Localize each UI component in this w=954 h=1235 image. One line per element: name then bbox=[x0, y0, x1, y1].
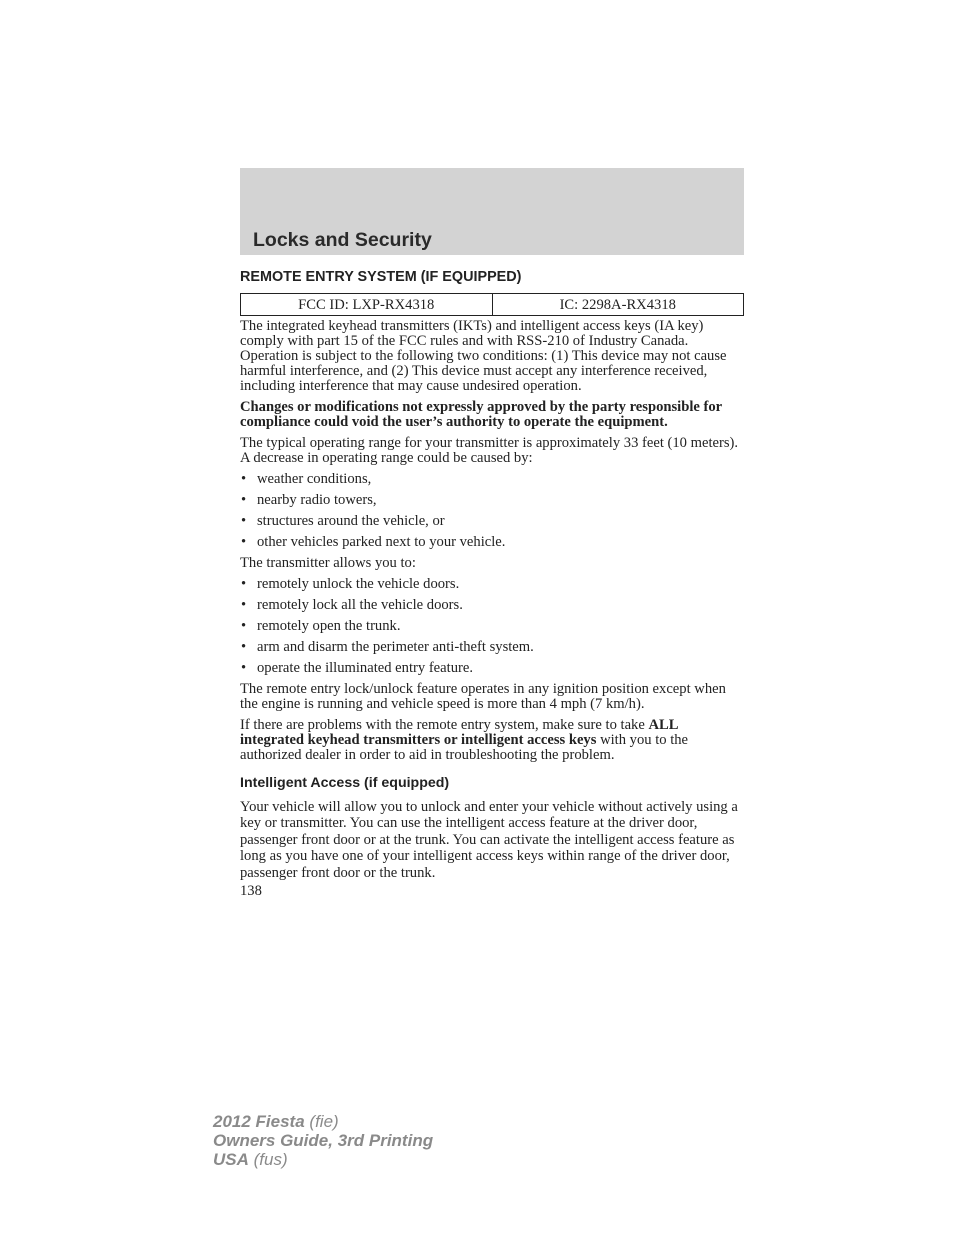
list-item: • remotely lock all the vehicle doors. bbox=[240, 598, 744, 613]
range-factors-list bbox=[240, 472, 744, 550]
section-header-band bbox=[240, 168, 744, 255]
list-item: • arm and disarm the perimeter anti-theft system. bbox=[240, 640, 744, 655]
troubleshooting-paragraph bbox=[240, 718, 744, 763]
section-heading: REMOTE ENTRY SYSTEM (IF EQUIPPED) bbox=[240, 269, 522, 285]
footer-guide-name: Owners Guide, 3rd Printing bbox=[213, 1131, 434, 1150]
ic-id-cell: IC: 2298A-RX4318 bbox=[492, 294, 744, 316]
list-item: • structures around the vehicle, or bbox=[240, 514, 744, 529]
modification-warning: Changes or modifications not expressly approved by the party responsible for compliance could void the user’s authority to operate the equipment. bbox=[240, 399, 722, 430]
page-content bbox=[240, 266, 744, 899]
section-header-title: Locks and Security bbox=[253, 229, 432, 251]
page-number: 138 bbox=[240, 883, 262, 900]
footer-line-model bbox=[213, 1112, 433, 1131]
troubleshooting-text-bold: ALL integrated keyhead transmitters or intelligent access keys bbox=[240, 717, 678, 748]
list-item: • remotely unlock the vehicle doors. bbox=[240, 577, 744, 592]
allows-paragraph: The transmitter allows you to: bbox=[240, 555, 416, 571]
list-item: • other vehicles parked next to your vehicle. bbox=[240, 535, 744, 550]
footer-market-code: (fus) bbox=[248, 1150, 288, 1169]
compliance-paragraph: The integrated keyhead transmitters (IKTs) and intelligent access keys (IA key) comply with part 15 of the FCC rules and with RSS-210 of Industry Canada. Operation is subject to the following two conditions: (1) This device may not cause harmful interference, and (2) This device must accept any interference received, including interference that may cause undesired operation. bbox=[240, 318, 727, 394]
footer-line-market bbox=[213, 1150, 433, 1169]
troubleshooting-text-end: with you to the authorized dealer in order to aid in troubleshooting the problem. bbox=[240, 732, 689, 763]
list-item: • nearby radio towers, bbox=[240, 493, 744, 508]
footer-market-name: USA bbox=[213, 1150, 249, 1169]
transmitter-functions-list bbox=[240, 577, 744, 676]
list-item: • operate the illuminated entry feature. bbox=[240, 661, 744, 676]
ignition-paragraph: The remote entry lock/unlock feature operates in any ignition position except when the engine is running and vehicle speed is more than 4 mph (7 km/h). bbox=[240, 681, 726, 712]
subsection-heading: Intelligent Access (if equipped) bbox=[240, 775, 450, 791]
list-item: • weather conditions, bbox=[240, 472, 744, 487]
list-item: • remotely open the trunk. bbox=[240, 619, 744, 634]
regulatory-id-table bbox=[240, 293, 744, 316]
footer-model-code: (fie) bbox=[304, 1112, 339, 1131]
fcc-id-cell: FCC ID: LXP-RX4318 bbox=[241, 294, 493, 316]
footer-model-name: 2012 Fiesta bbox=[213, 1112, 305, 1131]
range-paragraph: The typical operating range for your transmitter is approximately 33 feet (10 meters). A decrease in operating range could be caused by: bbox=[240, 435, 739, 466]
troubleshooting-text-start: If there are problems with the remote entry system, make sure to take bbox=[240, 717, 649, 733]
document-footer bbox=[213, 1112, 433, 1169]
footer-line-guide bbox=[213, 1131, 433, 1150]
intelligent-access-paragraph: Your vehicle will allow you to unlock and enter your vehicle without actively using a key or transmitter. You can use the intelligent access feature at the driver door, passenger front door or at the trunk. You can activate the intelligent access feature as long as you have one of your intelligent access keys within range of the driver door, passenger front door or the trunk. bbox=[240, 799, 738, 881]
